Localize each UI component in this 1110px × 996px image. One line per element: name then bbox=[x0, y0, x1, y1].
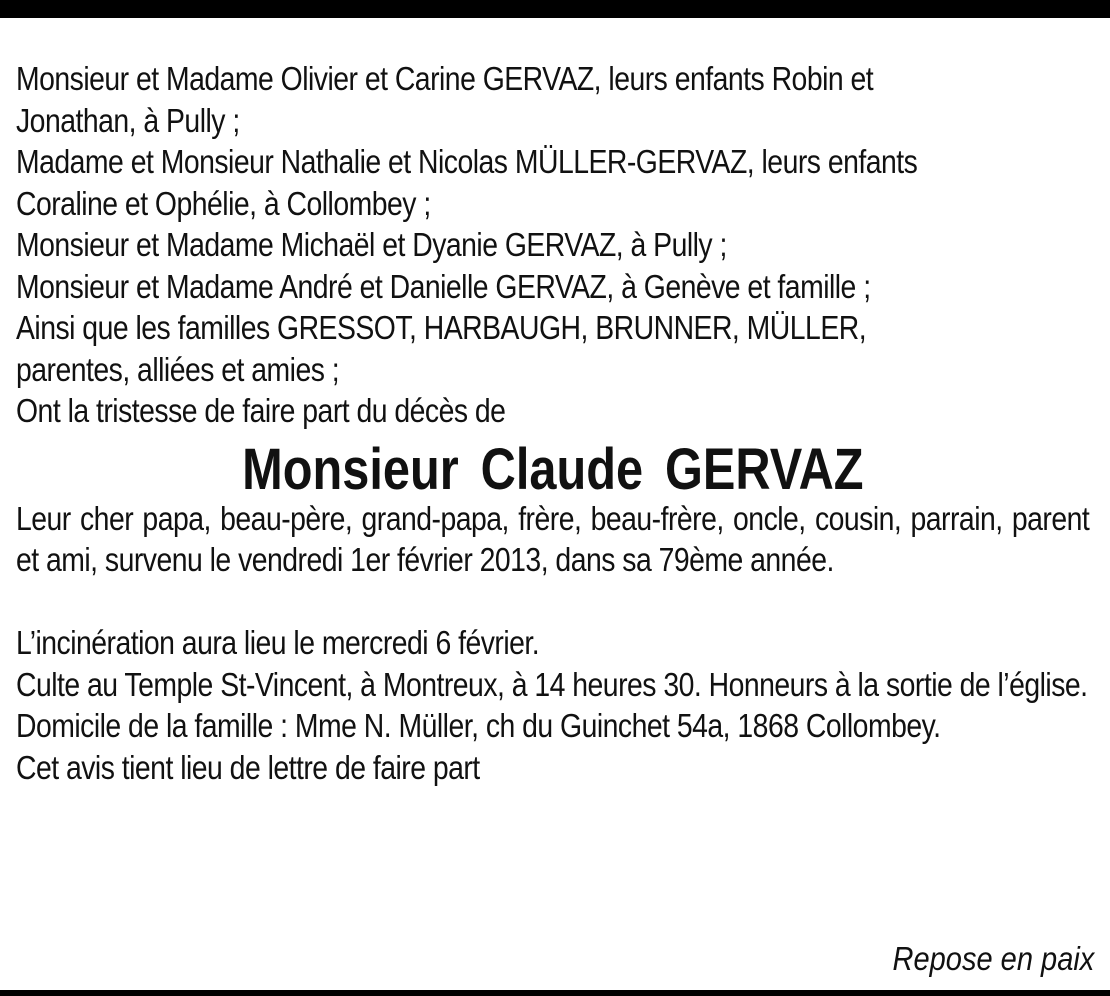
top-border-rule bbox=[0, 0, 1110, 18]
deceased-name: Monsieur Claude GERVAZ bbox=[242, 436, 864, 502]
arrangement-line: L’incinération aura lieu le mercredi 6 février. bbox=[16, 624, 540, 661]
paragraph-spacer bbox=[16, 581, 1090, 623]
family-line: Monsieur et Madame Michaël et Dyanie GERVAZ, à Pully ; bbox=[16, 226, 727, 263]
family-line: Monsieur et Madame Olivier et Carine GERVAZ, leurs enfants Robin et bbox=[16, 60, 874, 97]
family-line: Jonathan, à Pully ; bbox=[16, 101, 240, 139]
arrangement-line: Culte au Temple St-Vincent, à Montreux, à 14 heures 30. Honneurs à la sortie de l’église. bbox=[16, 665, 1088, 703]
family-line: parentes, alliées et amies ; bbox=[16, 350, 340, 388]
family-line: Ainsi que les familles GRESSOT, HARBAUGH, BRUNNER, MÜLLER, bbox=[16, 309, 867, 346]
arrangement-line: Domicile de la famille : Mme N. Müller, ch du Guinchet 54a, 1868 Collombey. bbox=[16, 707, 941, 744]
arrangement-line: Cet avis tient lieu de lettre de faire part bbox=[16, 748, 480, 786]
deceased-description: Leur cher papa, beau-père, grand-papa, frère, beau-frère, oncle, cousin, parrain, parent et ami, survenu le vendredi 1er février 2013, dans sa 79ème année. bbox=[16, 499, 1090, 578]
family-line: Madame et Monsieur Nathalie et Nicolas MÜLLER-GERVAZ, leurs enfants bbox=[16, 143, 918, 180]
family-line: Monsieur et Madame André et Danielle GERVAZ, à Genève et famille ; bbox=[16, 267, 871, 305]
family-line: Coraline et Ophélie, à Collombey ; bbox=[16, 184, 431, 222]
family-line: Ont la tristesse de faire part du décès de bbox=[16, 392, 506, 429]
signoff-text: Repose en paix bbox=[892, 940, 1094, 977]
obituary-notice bbox=[16, 58, 1090, 788]
bottom-border-rule bbox=[0, 990, 1110, 996]
